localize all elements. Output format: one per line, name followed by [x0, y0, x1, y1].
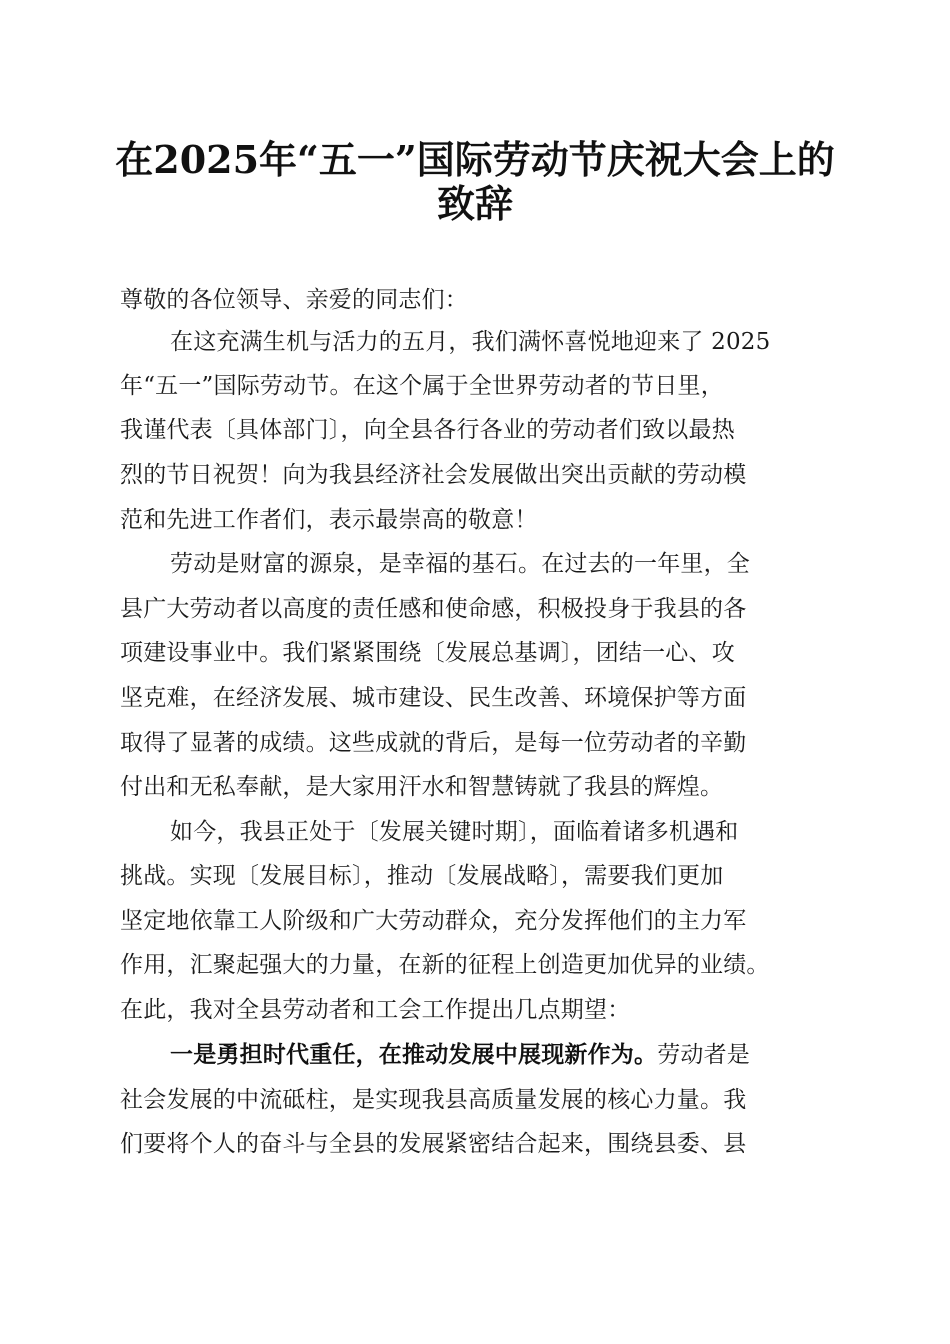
salutation: 尊敬的各位领导、亲爱的同志们： [120, 287, 468, 313]
paragraph-1-line: 年“五一”国际劳动节。在这个属于全世界劳动者的节日里， [120, 373, 724, 399]
paragraph-4-line: 社会发展的中流砥柱，是实现我县高质量发展的核心力量。我 [120, 1087, 747, 1113]
paragraph-1-line: 在这充满生机与活力的五月，我们满怀喜悦地迎来了 2025 [170, 329, 771, 355]
paragraph-1-line: 烈的节日祝贺！向为我县经济社会发展做出突出贡献的劳动模 [120, 462, 747, 488]
document-title-line-1: 在2025年“五一”国际劳动节庆祝大会上的 [115, 137, 835, 182]
paragraph-4-first-line-rest: 劳动者是 [657, 1042, 751, 1068]
paragraph-2-line: 付出和无私奉献，是大家用汗水和智慧铸就了我县的辉煌。 [120, 774, 724, 800]
paragraph-4-bold-heading: 一是勇担时代重任，在推动发展中展现新作为。 [170, 1041, 658, 1068]
paragraph-4-line: 们要将个人的奋斗与全县的发展紧密结合起来，围绕县委、县 [120, 1131, 747, 1157]
paragraph-1-line: 我谨代表〔具体部门〕，向全县各行各业的劳动者们致以最热 [120, 417, 735, 443]
paragraph-2-line: 劳动是财富的源泉，是幸福的基石。在过去的一年里，全 [170, 551, 750, 577]
paragraph-2-line: 县广大劳动者以高度的责任感和使命感，积极投身于我县的各 [120, 596, 747, 622]
paragraph-2-line: 坚克难，在经济发展、城市建设、民生改善、环境保护等方面 [120, 685, 747, 711]
document-title-line-2: 致辞 [436, 181, 513, 226]
paragraph-3-line: 在此，我对全县劳动者和工会工作提出几点期望： [120, 997, 631, 1023]
paragraph-1-line: 范和先进工作者们，表示最崇高的敬意！ [120, 507, 538, 533]
paragraph-3-line: 作用，汇聚起强大的力量，在新的征程上创造更加优异的业绩。 [120, 952, 770, 978]
paragraph-3-line: 挑战。实现〔发展目标〕，推动〔发展战略〕，需要我们更加 [120, 863, 724, 889]
paragraph-3-line: 坚定地依靠工人阶级和广大劳动群众，充分发挥他们的主力军 [120, 908, 747, 934]
paragraph-2-line: 取得了显著的成绩。这些成就的背后，是每一位劳动者的辛勤 [120, 730, 747, 756]
paragraph-2-line: 项建设事业中。我们紧紧围绕〔发展总基调〕，团结一心、攻 [120, 640, 735, 666]
paragraph-4-first-line [170, 1040, 890, 1070]
paragraph-3-line: 如今，我县正处于〔发展关键时期〕，面临着诸多机遇和 [170, 819, 739, 845]
